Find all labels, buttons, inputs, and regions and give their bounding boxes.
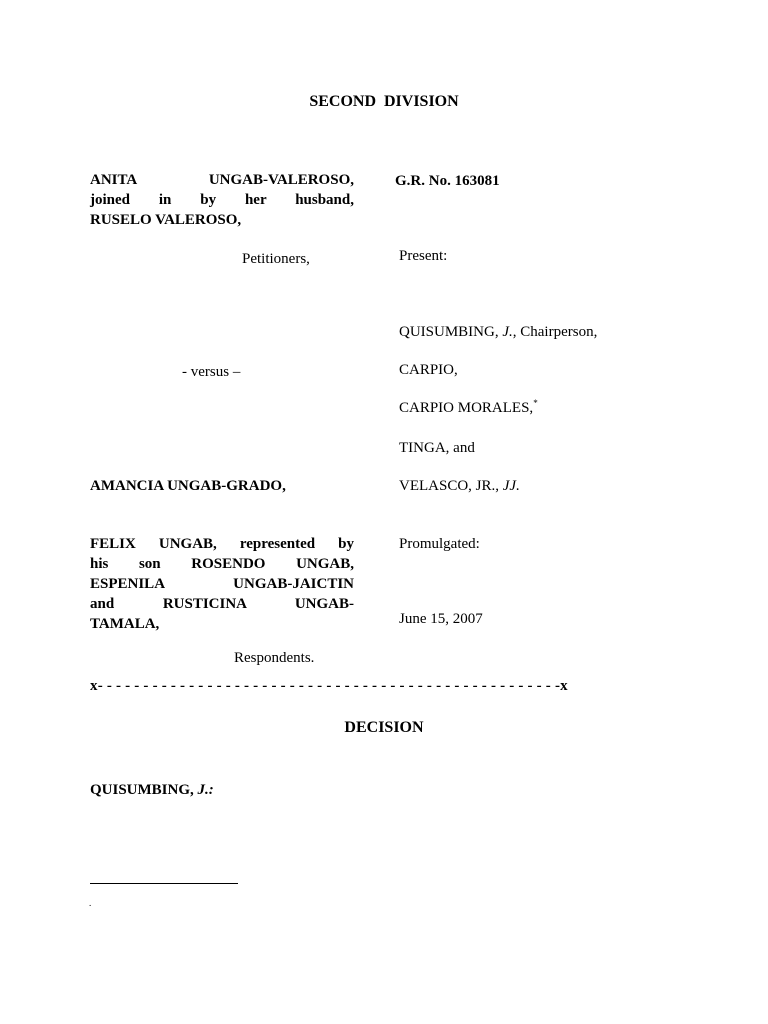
division-heading: SECOND DIVISION [309,93,459,110]
promulgated-label: Promulgated: [399,536,480,552]
decision-heading: DECISION [344,719,424,736]
versus-label: - versus – [182,364,241,380]
respondent-line: FELIX UNGAB, represented by [90,536,354,552]
justice-title: J. [502,324,513,340]
respondent-first: AMANCIA UNGAB-GRADO, [90,478,286,494]
petitioners-label: Petitioners, [242,251,310,267]
justice-role: , Chairperson, [512,324,598,340]
respondent-line: ESPENILA UNGAB-JAICTIN [90,576,354,592]
footnote-rule [90,883,238,884]
justice-name: QUISUMBING, [399,324,503,340]
justice-velasco [399,476,520,496]
justice-chairperson [399,322,597,342]
petitioner-line: joined in by her husband, [90,192,354,208]
respondents-label: Respondents. [234,650,315,666]
ponente [90,780,214,800]
ponente-title: J.: [197,782,214,798]
respondent-line: TAMALA, [90,616,160,632]
petitioner-block [90,170,354,230]
justice-carpio-morales [399,398,538,418]
petitioner-line: RUSELO VALEROSO, [90,212,242,228]
ponente-name: QUISUMBING, [90,782,198,798]
respondent-line: and RUSTICINA UNGAB- [90,596,354,612]
gr-number: G.R. No. 163081 [395,173,500,189]
justice-title: JJ. [502,478,520,494]
respondent-block [90,534,354,634]
respondent-line: his son ROSENDO UNGAB, [90,556,354,572]
justice-name: VELASCO, JR., [399,478,503,494]
justice-tinga: TINGA, and [399,440,475,456]
petitioner-line: ANITA UNGAB-VALEROSO, [90,172,354,188]
footnote-mark: . [89,898,92,908]
justice-carpio: CARPIO, [399,362,458,378]
separator-line: x- - - - - - - - - - - - - - - - - - - - - - - - - - - - - - - - - - - - - - - - - - - - - - - - - - -x [90,678,568,694]
justice-name: CARPIO MORALES, [399,400,534,416]
present-label: Present: [399,248,448,264]
footnote-reference: * [533,398,538,408]
promulgation-date: June 15, 2007 [399,611,483,627]
